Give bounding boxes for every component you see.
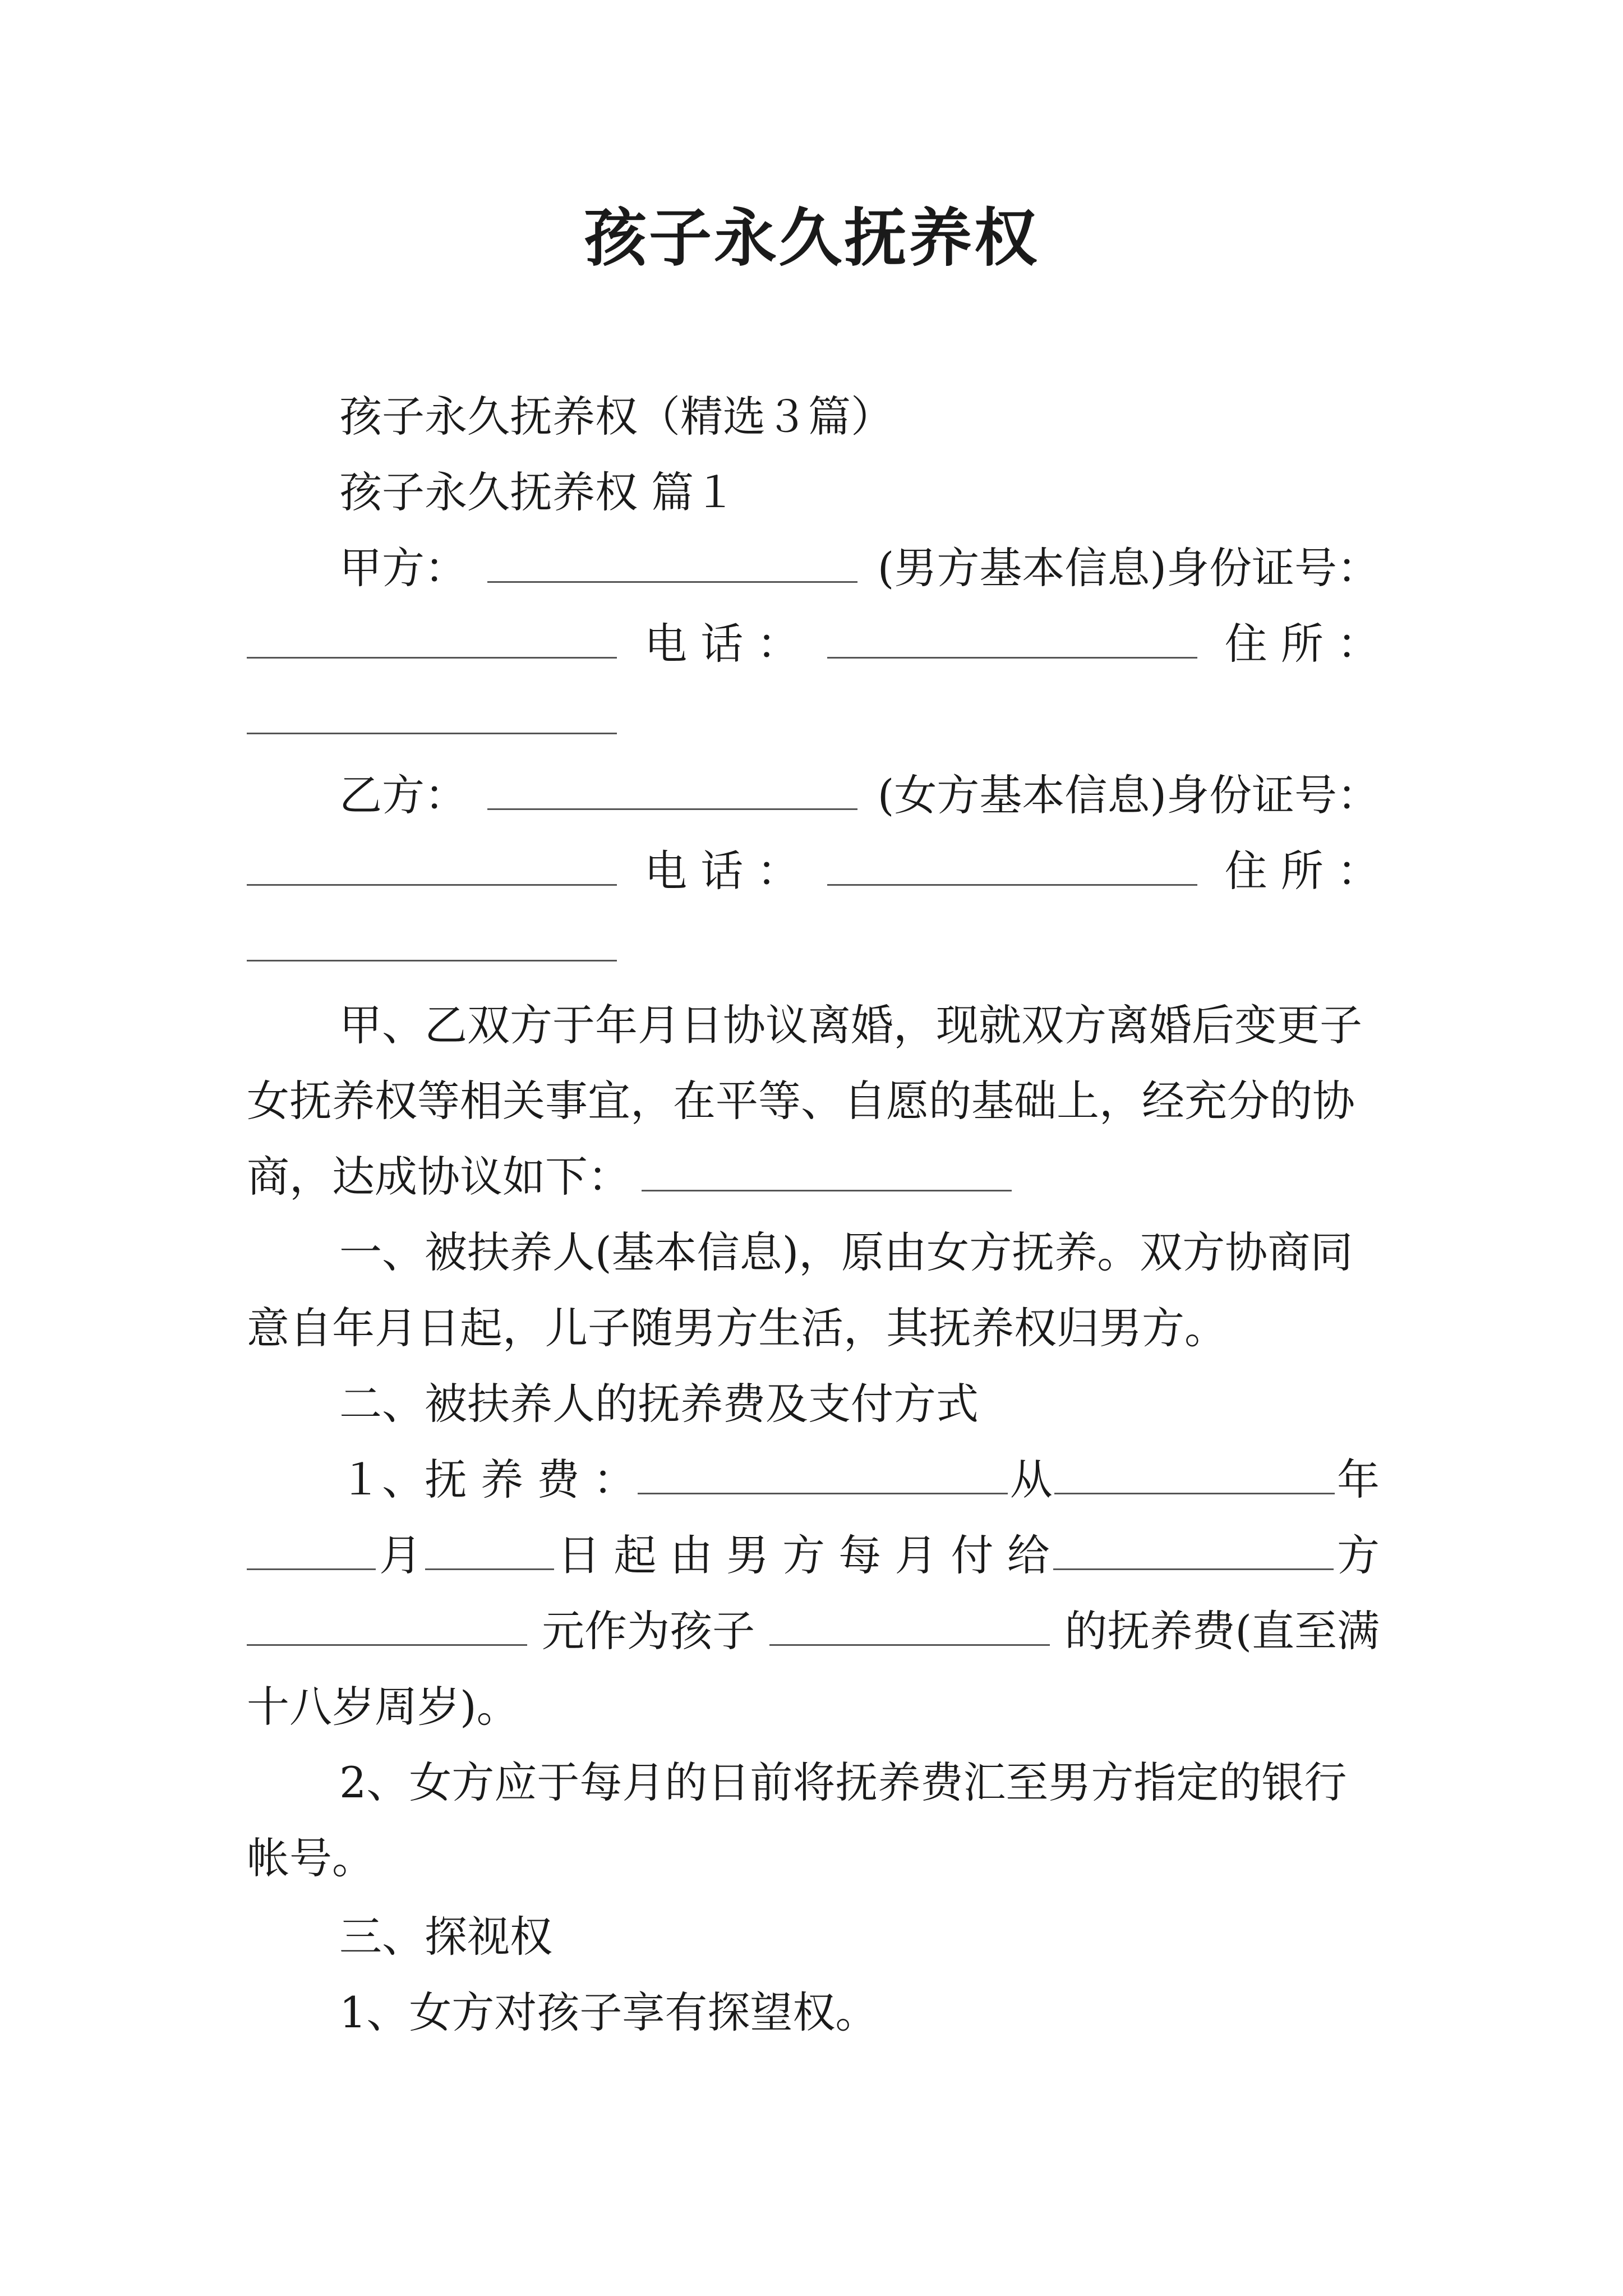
party-b-line: [247, 765, 1380, 826]
party-b-address-label: 住 所 ：: [1224, 846, 1380, 896]
intro-line-2: 女抚养权等相关事宜，在平等、自愿的基础上，经充分的协: [247, 1076, 1355, 1126]
party-a-info-label: (男方基本信息)身份证号：: [877, 543, 1380, 593]
clause-1-line-1: 一、被扶养人(基本信息)，原由女方抚养。双方协商同: [339, 1227, 1353, 1277]
party-b-contact-line: [247, 840, 1380, 902]
fee-label: １、抚 养 费 ：: [339, 1455, 636, 1504]
agreement-blank: [642, 1151, 1012, 1191]
party-a-id-blank: [247, 618, 617, 659]
clause-2-item-1-line-3: [247, 1600, 1380, 1662]
party-a-address-blank: [247, 693, 617, 734]
clause-2-item-1-line-1: [247, 1449, 1380, 1511]
clause-2-item-1-line-4: 十八岁周岁)。: [247, 1682, 519, 1732]
day-text: 日 起 由 男 方 每 月 付 给: [557, 1530, 1050, 1580]
party-b-address-line: [247, 916, 1380, 978]
yuan-text: 元作为孩子: [542, 1606, 755, 1656]
party-b-name-blank: [487, 769, 857, 810]
yuan-amount-blank: [247, 1605, 527, 1646]
subtitle: 孩子永久抚养权（精选３篇）: [339, 392, 893, 441]
clause-1-line-2: 意自年月日起，儿子随男方生活，其抚养权归男方。: [247, 1303, 1227, 1353]
intro-line-1: 甲、乙双方于年月日协议离婚，现就双方离婚后变更子: [339, 1000, 1362, 1050]
section-heading: 孩子永久抚养权 篇１: [339, 467, 737, 517]
clause-2-item-2-line-1: 2、女方应于每月的日前将抚养费汇至男方指定的银行: [339, 1757, 1347, 1807]
payee-blank: [1053, 1529, 1334, 1570]
party-a-contact-line: [247, 613, 1380, 675]
clause-3-heading: 三、探视权: [339, 1912, 552, 1962]
from-label: 从: [1009, 1455, 1053, 1504]
month-label: 月: [379, 1530, 422, 1580]
day-blank: [425, 1529, 554, 1570]
party-b-id-blank: [247, 845, 617, 886]
from-year-blank: [1054, 1453, 1335, 1494]
intro-line-3-text: 商，达成协议如下：: [247, 1152, 630, 1202]
party-a-label: 甲方：: [339, 543, 467, 593]
fee-text: 的抚养费(直至满: [1064, 1606, 1380, 1656]
clause-2-heading: 二、被扶养人的抚养费及支付方式: [339, 1379, 979, 1429]
side-label: 方: [1336, 1530, 1380, 1580]
party-a-line: [247, 537, 1380, 599]
party-b-phone-label: 电 话 ：: [644, 846, 800, 896]
document-title: 孩子永久抚养权: [584, 201, 1039, 275]
party-a-name-blank: [487, 542, 857, 583]
clause-2-item-2-line-2: 帐号。: [247, 1833, 375, 1883]
month-blank: [247, 1529, 376, 1570]
clause-2-item-1-line-2: [247, 1525, 1380, 1586]
party-b-phone-blank: [827, 845, 1197, 886]
party-b-info-label: (女方基本信息)身份证号：: [877, 770, 1380, 820]
party-b-label: 乙方：: [339, 770, 467, 820]
party-a-phone-label: 电 话 ：: [644, 619, 800, 669]
party-a-address-label: 住 所 ：: [1224, 619, 1380, 669]
party-a-address-line: [247, 689, 1380, 751]
clause-3-item-1: 1、女方对孩子享有探望权。: [339, 1987, 878, 2037]
party-a-phone-blank: [827, 618, 1197, 659]
year-label: 年: [1336, 1455, 1380, 1504]
child-name-blank: [769, 1605, 1050, 1646]
fee-amount-blank: [638, 1453, 1008, 1494]
party-b-address-blank: [247, 921, 617, 961]
intro-line-3: [247, 1146, 1380, 1208]
